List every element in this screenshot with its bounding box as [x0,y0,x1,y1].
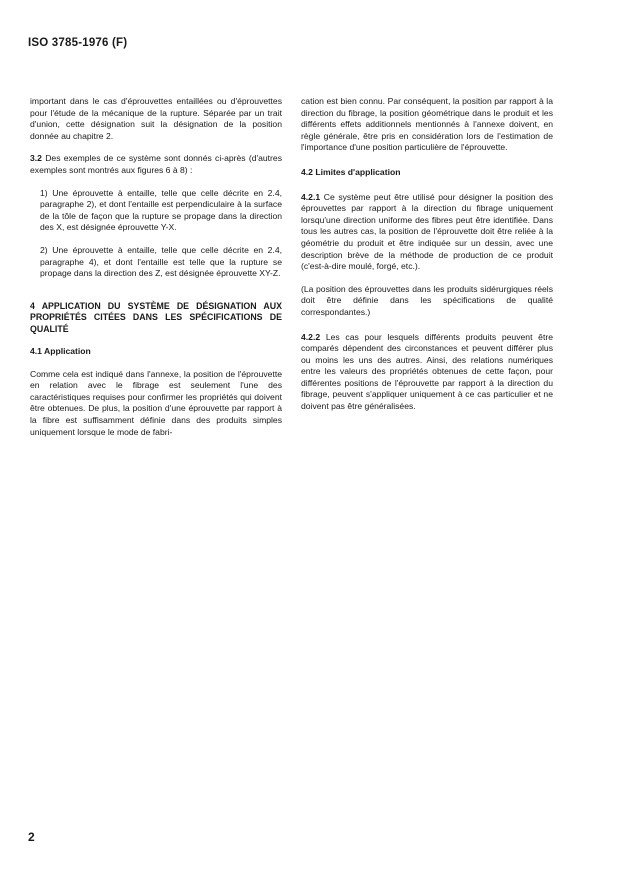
parenthetical-note: (La position des éprouvettes dans les produits sidérurgiques réels doit être définie dans les spécifications de qualité correspondantes.) [301,283,553,317]
section-text: Les cas pour lesquels différents produits peuvent être comparés dépendent des circonstances et peuvent différer plus ou moins les uns des autres. Ainsi, des relations numériques entre les valeurs des propriétés obtenues de cette façon, pour différentes positions de l'éprouvette par rapport à la direction du fibrage, peuvent s'appliquer uniquement à ce cas particulier et ne doivent pas être généralisées. [301,331,553,412]
example-item-2: 2) Une éprouvette à entaille, telle que celle décrite en 2.4, paragraphe 4), et dont l'entaille est telle que la rupture se propage dans la direction des Z, est désignée éprouvette XY-Z. [40,244,282,279]
section-4-1-text: Comme cela est indiqué dans l'annexe, la position de l'éprouvette en relation avec le fibrage est seulement l'une des caractéristiques requises pour confirmer les propriétés qui doivent être obtenues. De plus, la position d'une éprouvette par rapport à la fibre est suffisamment définie dans des produits simples uniquement lorsque le mode de fabri- [30,368,282,437]
section-4-1-heading: 4.1 Application [30,345,91,356]
section-4-heading: 4 APPLICATION DU SYSTÈME DE DÉSIGNATION AUX PROPRIÉTÉS CITÉES DANS LES SPÉCIFICATIONS DE QUALITÉ [30,300,282,334]
page-number: 2 [28,830,35,844]
paragraph-continued: important dans le cas d'éprouvettes entaillées ou d'éprouvettes pour l'étude de la mécanique de la rupture. Séparée par un trait d'union, cette désignation suit la désignation de la position donnée au chapitre 2. [30,96,282,141]
example-item-1: 1) Une éprouvette à entaille, telle que celle décrite en 2.4, paragraphe 2), et dont l'entaille est perpendiculaire à la surface de la tôle de façon que la rupture se propage dans la direction des X, est désignée éprouvette Y-X. [40,187,282,233]
section-text: Ce système peut être utilisé pour désigner la position des éprouvettes par rapport à la direction du fibrage uniquement lorsqu'une direction uniforme des fibres peut être identifiée. Dans tous les autres cas, la position de l'éprouvette doit être reliée à la géométrie du produit et être indiquée sur un dessin, avec une description brève de la méthode de production de ce produit (c'est-à-dire moulé, forgé, etc.). [301,191,553,272]
section-3-2 [30,153,282,176]
section-4-2-1 [301,192,553,273]
section-4-2-2 [301,332,553,413]
left-column [30,96,282,449]
paragraph-continuation: cation est bien connu. Par conséquent, la position par rapport à la direction du fibrage, la position géométrique dans le produit et les différents effets additionnels mentionnés à l'annexe doivent, en règle générale, être pris en considération lors de l'estimation de l'importance d'une position particulière de l'éprouvette. [301,96,553,153]
document-header: ISO 3785-1976 (F) [28,37,128,49]
section-number: 3.2 [30,153,42,164]
section-text: Des exemples de ce système sont donnés ci-après (d'autres exemples sont montrés aux figures 6 à 8) : [30,153,282,175]
right-column [301,96,553,424]
section-4-2-heading: 4.2 Limites d'application [301,166,401,177]
section-number: 4.2.1 [301,191,321,202]
section-number: 4.2.2 [301,331,321,342]
